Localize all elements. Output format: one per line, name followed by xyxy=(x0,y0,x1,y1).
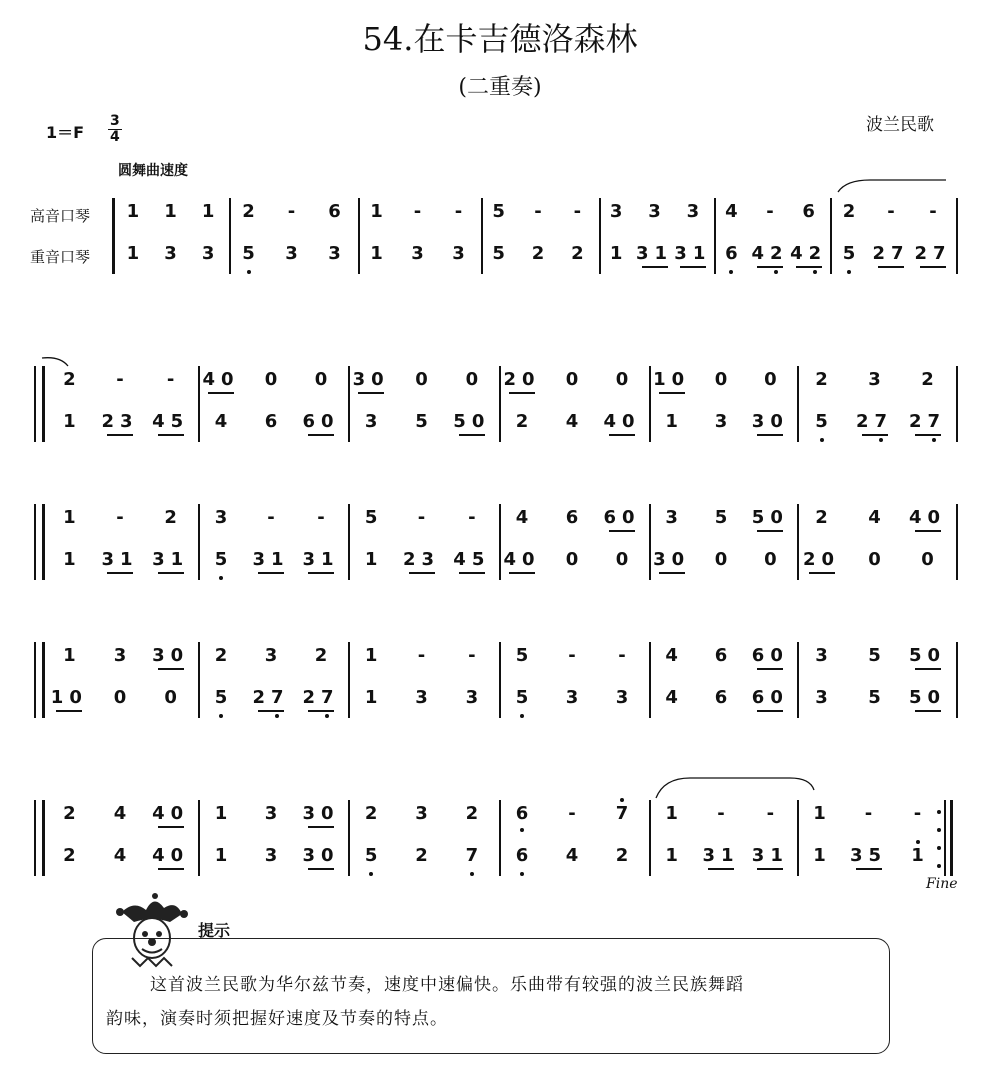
note: 5 xyxy=(714,507,728,528)
note: 3 xyxy=(411,243,424,264)
note: 1 xyxy=(164,201,177,222)
note: 2 xyxy=(415,845,428,866)
note: 5 xyxy=(214,687,228,708)
note: 2 xyxy=(815,507,828,528)
note: 50 xyxy=(908,645,947,666)
slur xyxy=(42,358,68,366)
note: 1 xyxy=(63,549,76,570)
note: 40 xyxy=(152,803,190,824)
note: 5 xyxy=(492,201,505,222)
note: 1 xyxy=(364,645,378,666)
note: - xyxy=(913,803,922,824)
note: - xyxy=(766,803,775,824)
note: - xyxy=(618,645,626,666)
note: 50 xyxy=(751,507,789,528)
note: 30 xyxy=(152,645,190,666)
note: 3 xyxy=(868,369,881,390)
note: 2 xyxy=(63,369,76,390)
note: - xyxy=(568,803,576,824)
note: 1 xyxy=(63,411,76,432)
note: 3 xyxy=(264,845,278,866)
note: 2 xyxy=(815,369,828,390)
note: 1 xyxy=(665,411,678,432)
note: 0 xyxy=(868,549,881,570)
note: - xyxy=(534,201,542,222)
note: - xyxy=(573,201,582,222)
note: 2 xyxy=(242,201,255,222)
note: 1 xyxy=(370,243,383,264)
note: 5 xyxy=(868,687,881,708)
note: 2 xyxy=(214,645,228,666)
note: 0 xyxy=(465,369,479,390)
note: 20 xyxy=(802,549,841,570)
note: 4 xyxy=(515,507,529,528)
note: 50 xyxy=(453,411,491,432)
note: - xyxy=(116,369,124,390)
note: 4 xyxy=(214,411,228,432)
note: 31 xyxy=(674,243,712,264)
note: 30 xyxy=(352,369,390,390)
note: 42 xyxy=(751,243,789,264)
note: 4 xyxy=(665,645,678,666)
note: 30 xyxy=(302,803,340,824)
note: 3 xyxy=(565,687,579,708)
note: 3 xyxy=(113,645,127,666)
note: 0 xyxy=(764,369,777,390)
note: 2 xyxy=(531,243,545,264)
note: - xyxy=(468,645,476,666)
note: - xyxy=(166,369,175,390)
note: 30 xyxy=(653,549,691,570)
note: - xyxy=(568,645,576,666)
note: 1 xyxy=(126,243,140,264)
note: 42 xyxy=(790,243,828,264)
note: 40 xyxy=(202,369,240,390)
note: 1 xyxy=(63,645,76,666)
note: 5 xyxy=(492,243,505,264)
note: 3 xyxy=(714,411,728,432)
note: 31 xyxy=(152,549,190,570)
note: 23 xyxy=(101,411,139,432)
note: 1 xyxy=(665,845,678,866)
note: 5 xyxy=(815,411,828,432)
tip-box xyxy=(92,938,890,1054)
note: 3 xyxy=(615,687,629,708)
note: 3 xyxy=(609,201,623,222)
note: - xyxy=(317,507,325,528)
note: 4 xyxy=(113,845,127,866)
note: 60 xyxy=(751,687,789,708)
note: 3 xyxy=(328,243,341,264)
note: 10 xyxy=(50,687,88,708)
note: 3 xyxy=(415,687,428,708)
note: - xyxy=(413,201,422,222)
note: 27 xyxy=(252,687,290,708)
note: - xyxy=(887,201,895,222)
part-label-lower: 重音口琴 xyxy=(30,248,91,266)
note: 3 xyxy=(465,687,479,708)
tip-text-line: 韵味，演奏时须把握好速度及节奏的特点。 xyxy=(106,1009,448,1029)
note: 27 xyxy=(872,243,910,264)
note: - xyxy=(417,645,426,666)
note: 60 xyxy=(302,411,340,432)
note: 27 xyxy=(908,411,947,432)
note: 1 xyxy=(214,845,228,866)
note: 3 xyxy=(648,201,661,222)
note: 5 xyxy=(515,645,529,666)
note: - xyxy=(417,507,426,528)
note: 3 xyxy=(665,507,678,528)
note: 3 xyxy=(686,201,700,222)
note: 0 xyxy=(264,369,278,390)
note: 0 xyxy=(164,687,177,708)
note: 27 xyxy=(855,411,894,432)
note: - xyxy=(287,201,296,222)
slur xyxy=(838,180,946,192)
note: 6 xyxy=(725,243,738,264)
note: - xyxy=(116,507,124,528)
note: 4 xyxy=(565,411,579,432)
note: - xyxy=(929,201,937,222)
note: 3 xyxy=(164,243,177,264)
note: 2 xyxy=(314,645,328,666)
fine-marking: Fine xyxy=(926,876,958,892)
song-origin: 波兰民歌 xyxy=(866,115,934,135)
note: 5 xyxy=(842,243,856,264)
note: 0 xyxy=(565,549,579,570)
note: - xyxy=(267,507,275,528)
note: 5 xyxy=(364,845,378,866)
note: - xyxy=(864,803,873,824)
note: 0 xyxy=(921,549,934,570)
note: 2 xyxy=(63,845,76,866)
subtitle: (二重奏) xyxy=(458,75,542,100)
note: 31 xyxy=(751,845,789,866)
note: 2 xyxy=(164,507,177,528)
page-title: 54.在卡吉德洛森林 xyxy=(362,20,638,58)
note: 3 xyxy=(815,645,828,666)
note: 2 xyxy=(63,803,76,824)
note: 4 xyxy=(665,687,678,708)
note: 31 xyxy=(635,243,674,264)
note: 2 xyxy=(615,845,629,866)
note: 2 xyxy=(515,411,529,432)
note: 1 xyxy=(813,845,826,866)
note: 5 xyxy=(214,549,228,570)
note: 0 xyxy=(714,369,728,390)
tempo-marking: 圆舞曲速度 xyxy=(118,163,188,179)
note: 60 xyxy=(751,645,789,666)
time-signature-bottom: 4 xyxy=(110,129,120,145)
note: - xyxy=(717,803,725,824)
note: 40 xyxy=(152,845,190,866)
note: 5 xyxy=(868,645,881,666)
note: 1 xyxy=(364,687,378,708)
note: 2 xyxy=(571,243,584,264)
note: 4 xyxy=(725,201,738,222)
note: 4 xyxy=(113,803,127,824)
note: 5 xyxy=(415,411,428,432)
note: 0 xyxy=(615,369,629,390)
note: 27 xyxy=(914,243,952,264)
note: 0 xyxy=(565,369,579,390)
note: 3 xyxy=(285,243,298,264)
note: 0 xyxy=(113,687,127,708)
note: - xyxy=(454,201,463,222)
note: 1 xyxy=(63,507,76,528)
note: 2 xyxy=(364,803,378,824)
note: 6 xyxy=(264,411,278,432)
note: 7 xyxy=(465,845,479,866)
note: 5 xyxy=(515,687,529,708)
note: 1 xyxy=(665,803,678,824)
note: 10 xyxy=(653,369,691,390)
note: 0 xyxy=(764,549,777,570)
note: 1 xyxy=(214,803,228,824)
note: 50 xyxy=(908,687,947,708)
slur xyxy=(656,778,814,798)
note: 6 xyxy=(714,687,728,708)
note: 0 xyxy=(314,369,328,390)
tip-text-line: 这首波兰民歌为华尔兹节奏，速度中速偏快。乐曲带有较强的波兰民族舞蹈 xyxy=(150,975,744,995)
note: 40 xyxy=(603,411,641,432)
note: 6 xyxy=(802,201,815,222)
note: 1 xyxy=(813,803,826,824)
note: 1 xyxy=(609,243,623,264)
note: 3 xyxy=(415,803,428,824)
note: 3 xyxy=(214,507,228,528)
note: 40 xyxy=(908,507,947,528)
note: 35 xyxy=(849,845,888,866)
note: 0 xyxy=(615,549,629,570)
note: - xyxy=(468,507,476,528)
note: 31 xyxy=(302,549,340,570)
note: 4 xyxy=(868,507,881,528)
note: 1 xyxy=(201,201,215,222)
note: 1 xyxy=(370,201,383,222)
note: 3 xyxy=(264,645,278,666)
note: 0 xyxy=(415,369,428,390)
note: 27 xyxy=(302,687,340,708)
note: 4 xyxy=(565,845,579,866)
note: 3 xyxy=(452,243,465,264)
note: 1 xyxy=(364,549,378,570)
note: 6 xyxy=(565,507,579,528)
note: 0 xyxy=(714,549,728,570)
note: 3 xyxy=(201,243,215,264)
note: 2 xyxy=(842,201,856,222)
note: 3 xyxy=(364,411,378,432)
note: 60 xyxy=(603,507,641,528)
note: 30 xyxy=(302,845,340,866)
tip-title: 提示 xyxy=(198,921,231,940)
note: 40 xyxy=(503,549,541,570)
note: 2 xyxy=(921,369,934,390)
note: 5 xyxy=(242,243,255,264)
note: 6 xyxy=(515,845,529,866)
time-signature-top: 3 xyxy=(110,113,120,129)
note: - xyxy=(766,201,774,222)
note: 2 xyxy=(465,803,479,824)
note: 31 xyxy=(702,845,740,866)
note: 7 xyxy=(615,803,629,824)
note: 45 xyxy=(453,549,491,570)
note: 3 xyxy=(815,687,828,708)
key-signature: 1＝F xyxy=(46,123,85,142)
part-label-upper: 高音口琴 xyxy=(30,207,91,225)
note: 45 xyxy=(152,411,190,432)
note: 20 xyxy=(503,369,541,390)
note: 6 xyxy=(515,803,529,824)
note: 6 xyxy=(714,645,728,666)
note: 31 xyxy=(101,549,139,570)
note: 6 xyxy=(328,201,341,222)
note: 31 xyxy=(252,549,290,570)
note: 5 xyxy=(364,507,378,528)
note: 1 xyxy=(911,845,924,866)
note: 1 xyxy=(126,201,140,222)
note: 23 xyxy=(402,549,441,570)
note: 30 xyxy=(751,411,789,432)
note: 3 xyxy=(264,803,278,824)
